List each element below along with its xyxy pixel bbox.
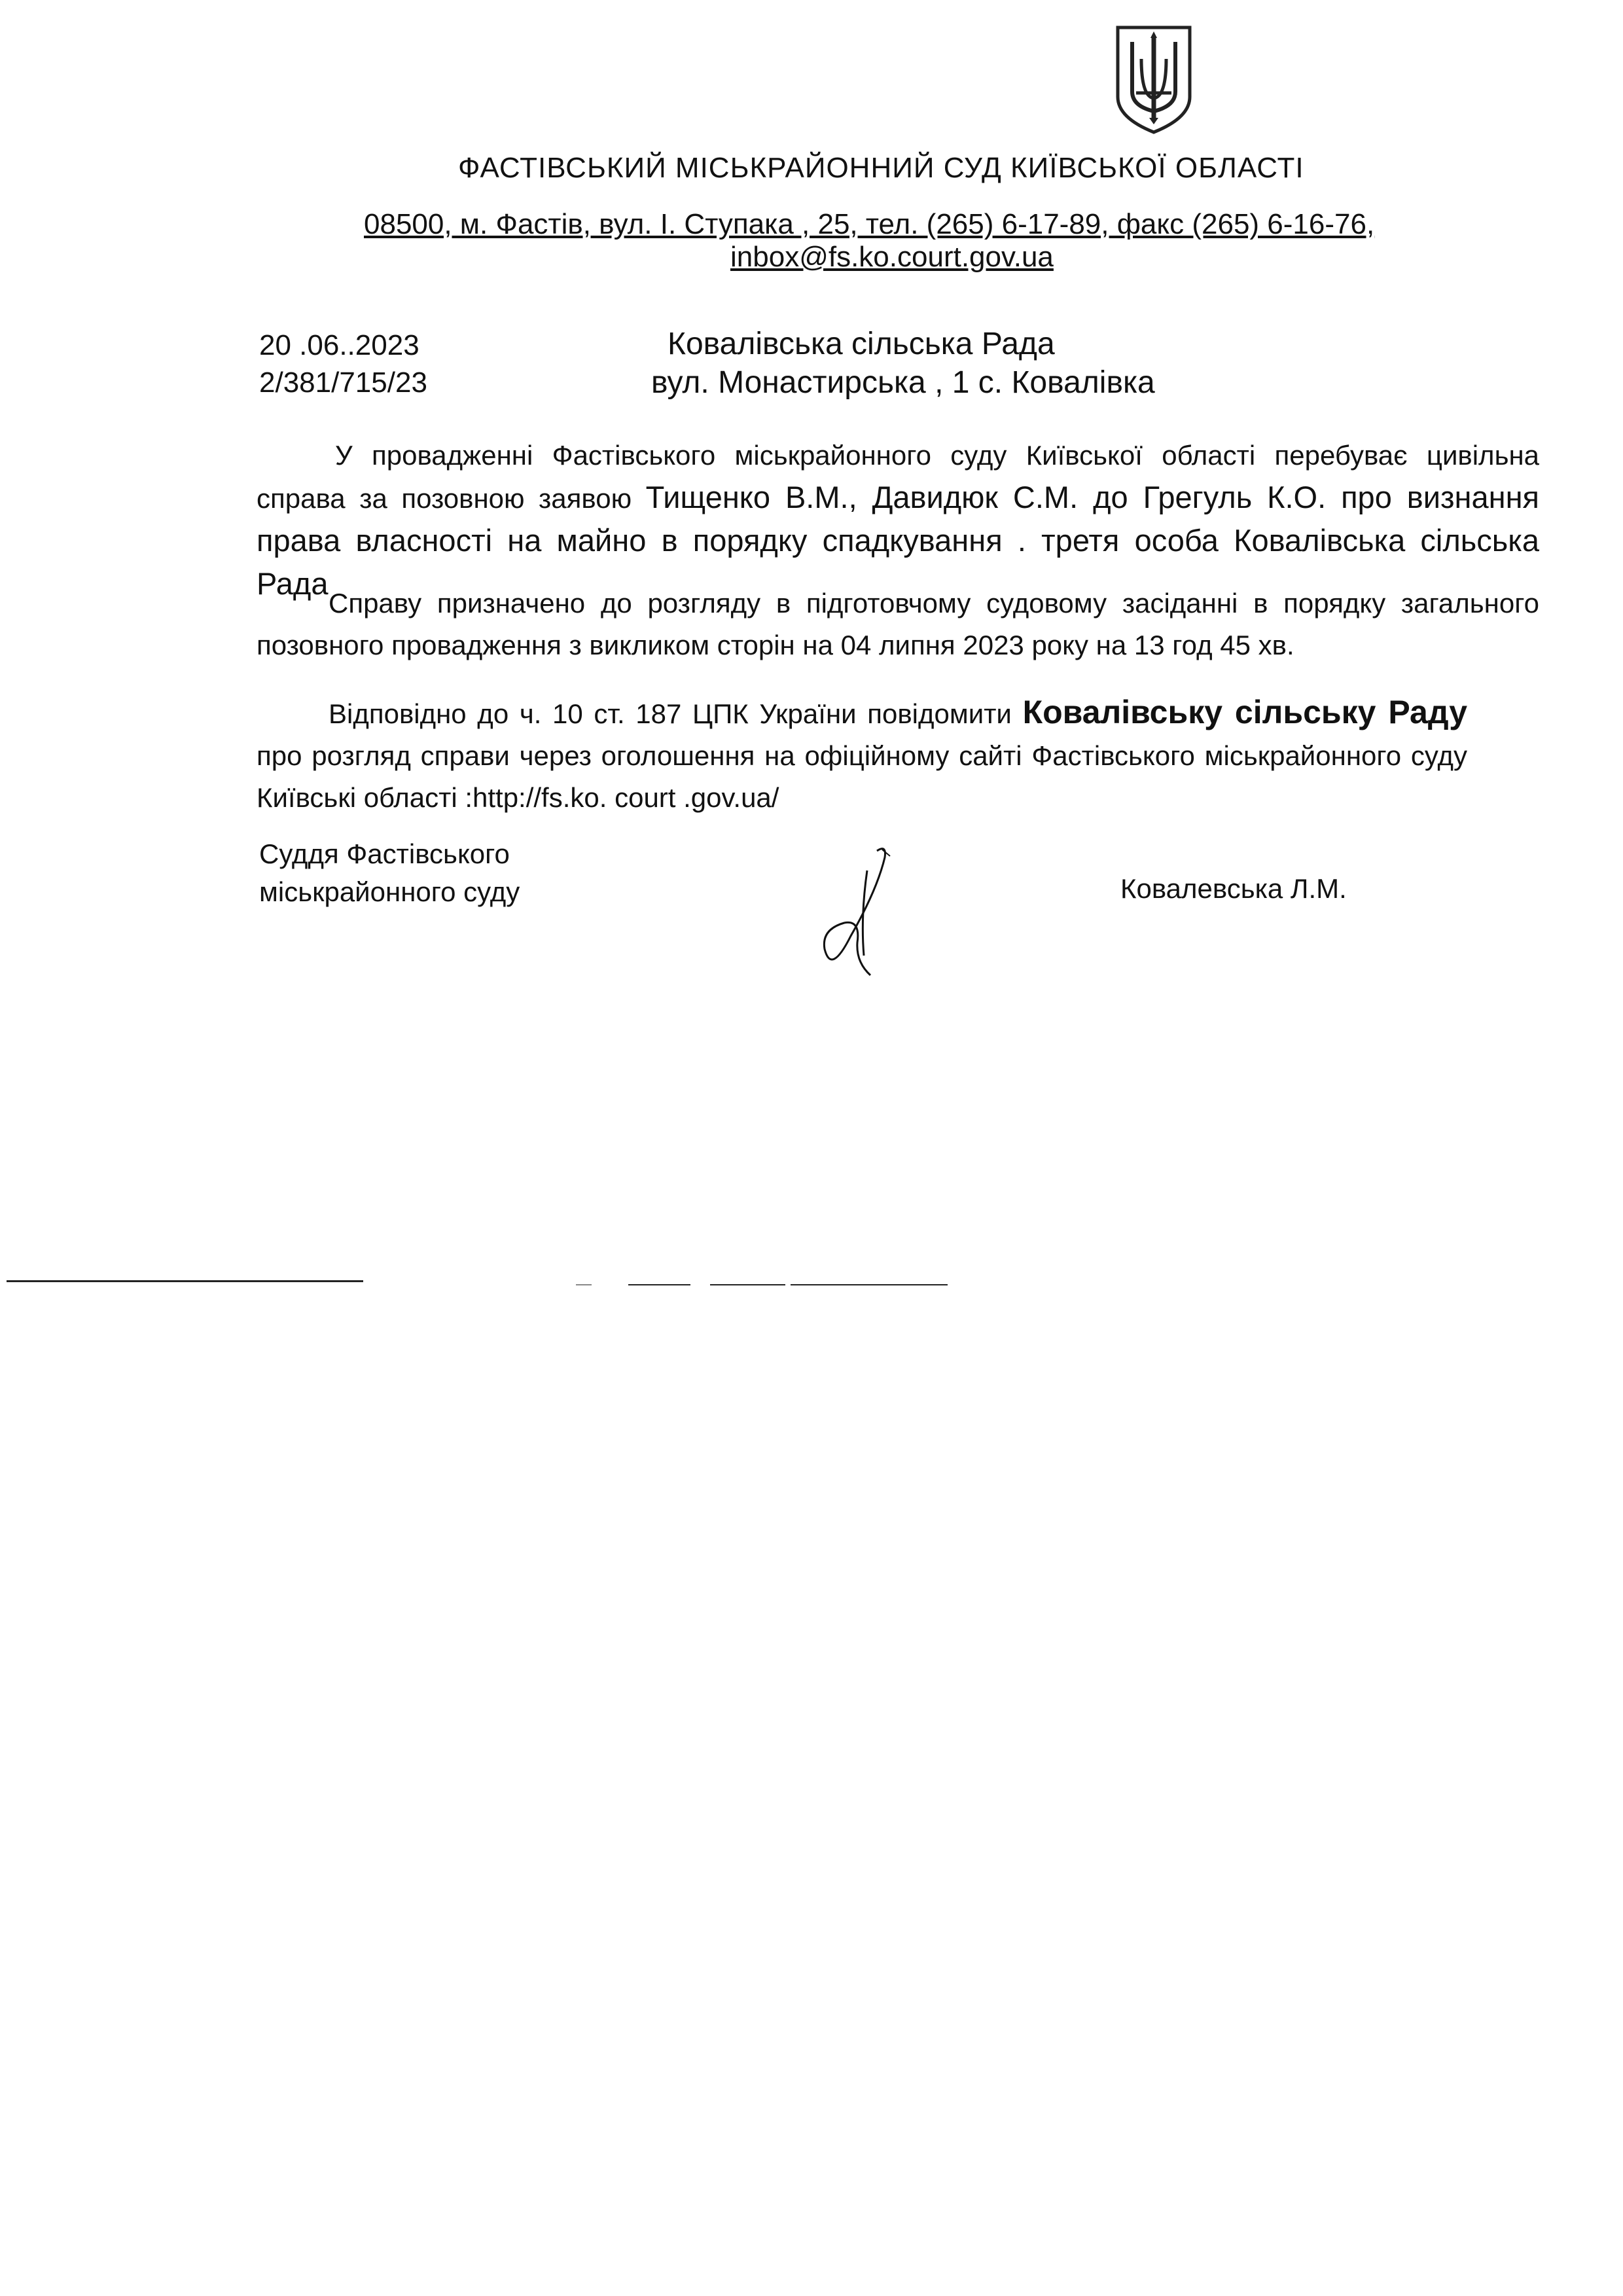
notification-intro-text: Відповідно до ч. 10 ст. 187 ЦПК України повідомити — [329, 698, 1012, 729]
scan-artifact-line — [576, 1284, 592, 1285]
court-name: ФАСТІВСЬКИЙ МІСЬКРАЙОННИЙ СУД КИЇВСЬКОЇ ОБЛАСТІ — [458, 152, 1304, 184]
paragraph-notification — [257, 691, 1467, 819]
paragraph-case-description — [257, 435, 1539, 606]
paragraph-hearing-schedule — [257, 583, 1539, 666]
case-intro-text: У провадженні Фастівського міськрайонного суду Київської області перебуває цивільна справа за позовною заявою — [257, 440, 1539, 514]
recipient-address: вул. Монастирська , 1 с. Ковалівка — [651, 365, 1155, 400]
court-email-link[interactable]: inbox@fs.ko.court.gov.ua — [730, 241, 1054, 273]
handwritten-signature — [798, 844, 916, 982]
scan-artifact-line — [791, 1284, 948, 1285]
notified-party-text: Ковалівську сільську Раду — [1022, 694, 1468, 730]
scan-artifact-line — [628, 1284, 690, 1285]
recipient-name: Ковалівська сільська Рада — [668, 327, 1055, 361]
hearing-schedule-text: Справу призначено до розгляду в підготовчому судовому засіданні в порядку загального позовного провадження з викликом сторін на 04 липня 2023 року на 13 год 45 хв. — [257, 588, 1539, 660]
judge-name: Ковалевська Л.М. — [1120, 873, 1347, 904]
case-number: 2/381/715/23 — [259, 367, 427, 399]
document-date: 20 .06..2023 — [259, 329, 419, 361]
trident-emblem-icon — [1105, 20, 1203, 137]
scan-artifact-line — [7, 1280, 363, 1282]
court-address: 08500, м. Фастів, вул. І. Ступака , 25, тел. (265) 6-17-89, факс (265) 6-16-76, — [364, 208, 1375, 240]
scan-artifact-line — [710, 1284, 785, 1285]
notification-details-text: про розгляд справи через оголошення на офіційному сайті Фастівського міськрайонного суду Київські області :http://fs.ko. court .gov.ua/ — [257, 740, 1467, 813]
case-parties-text: Тищенко В.М., Давидюк С.М. до Грегуль К.О. про визнання права власності на майно в порядку спадкування . третя особа Ковалівська сільська Рада — [257, 480, 1539, 601]
judge-title: Суддя Фастівського міськрайонного суду — [259, 838, 520, 907]
